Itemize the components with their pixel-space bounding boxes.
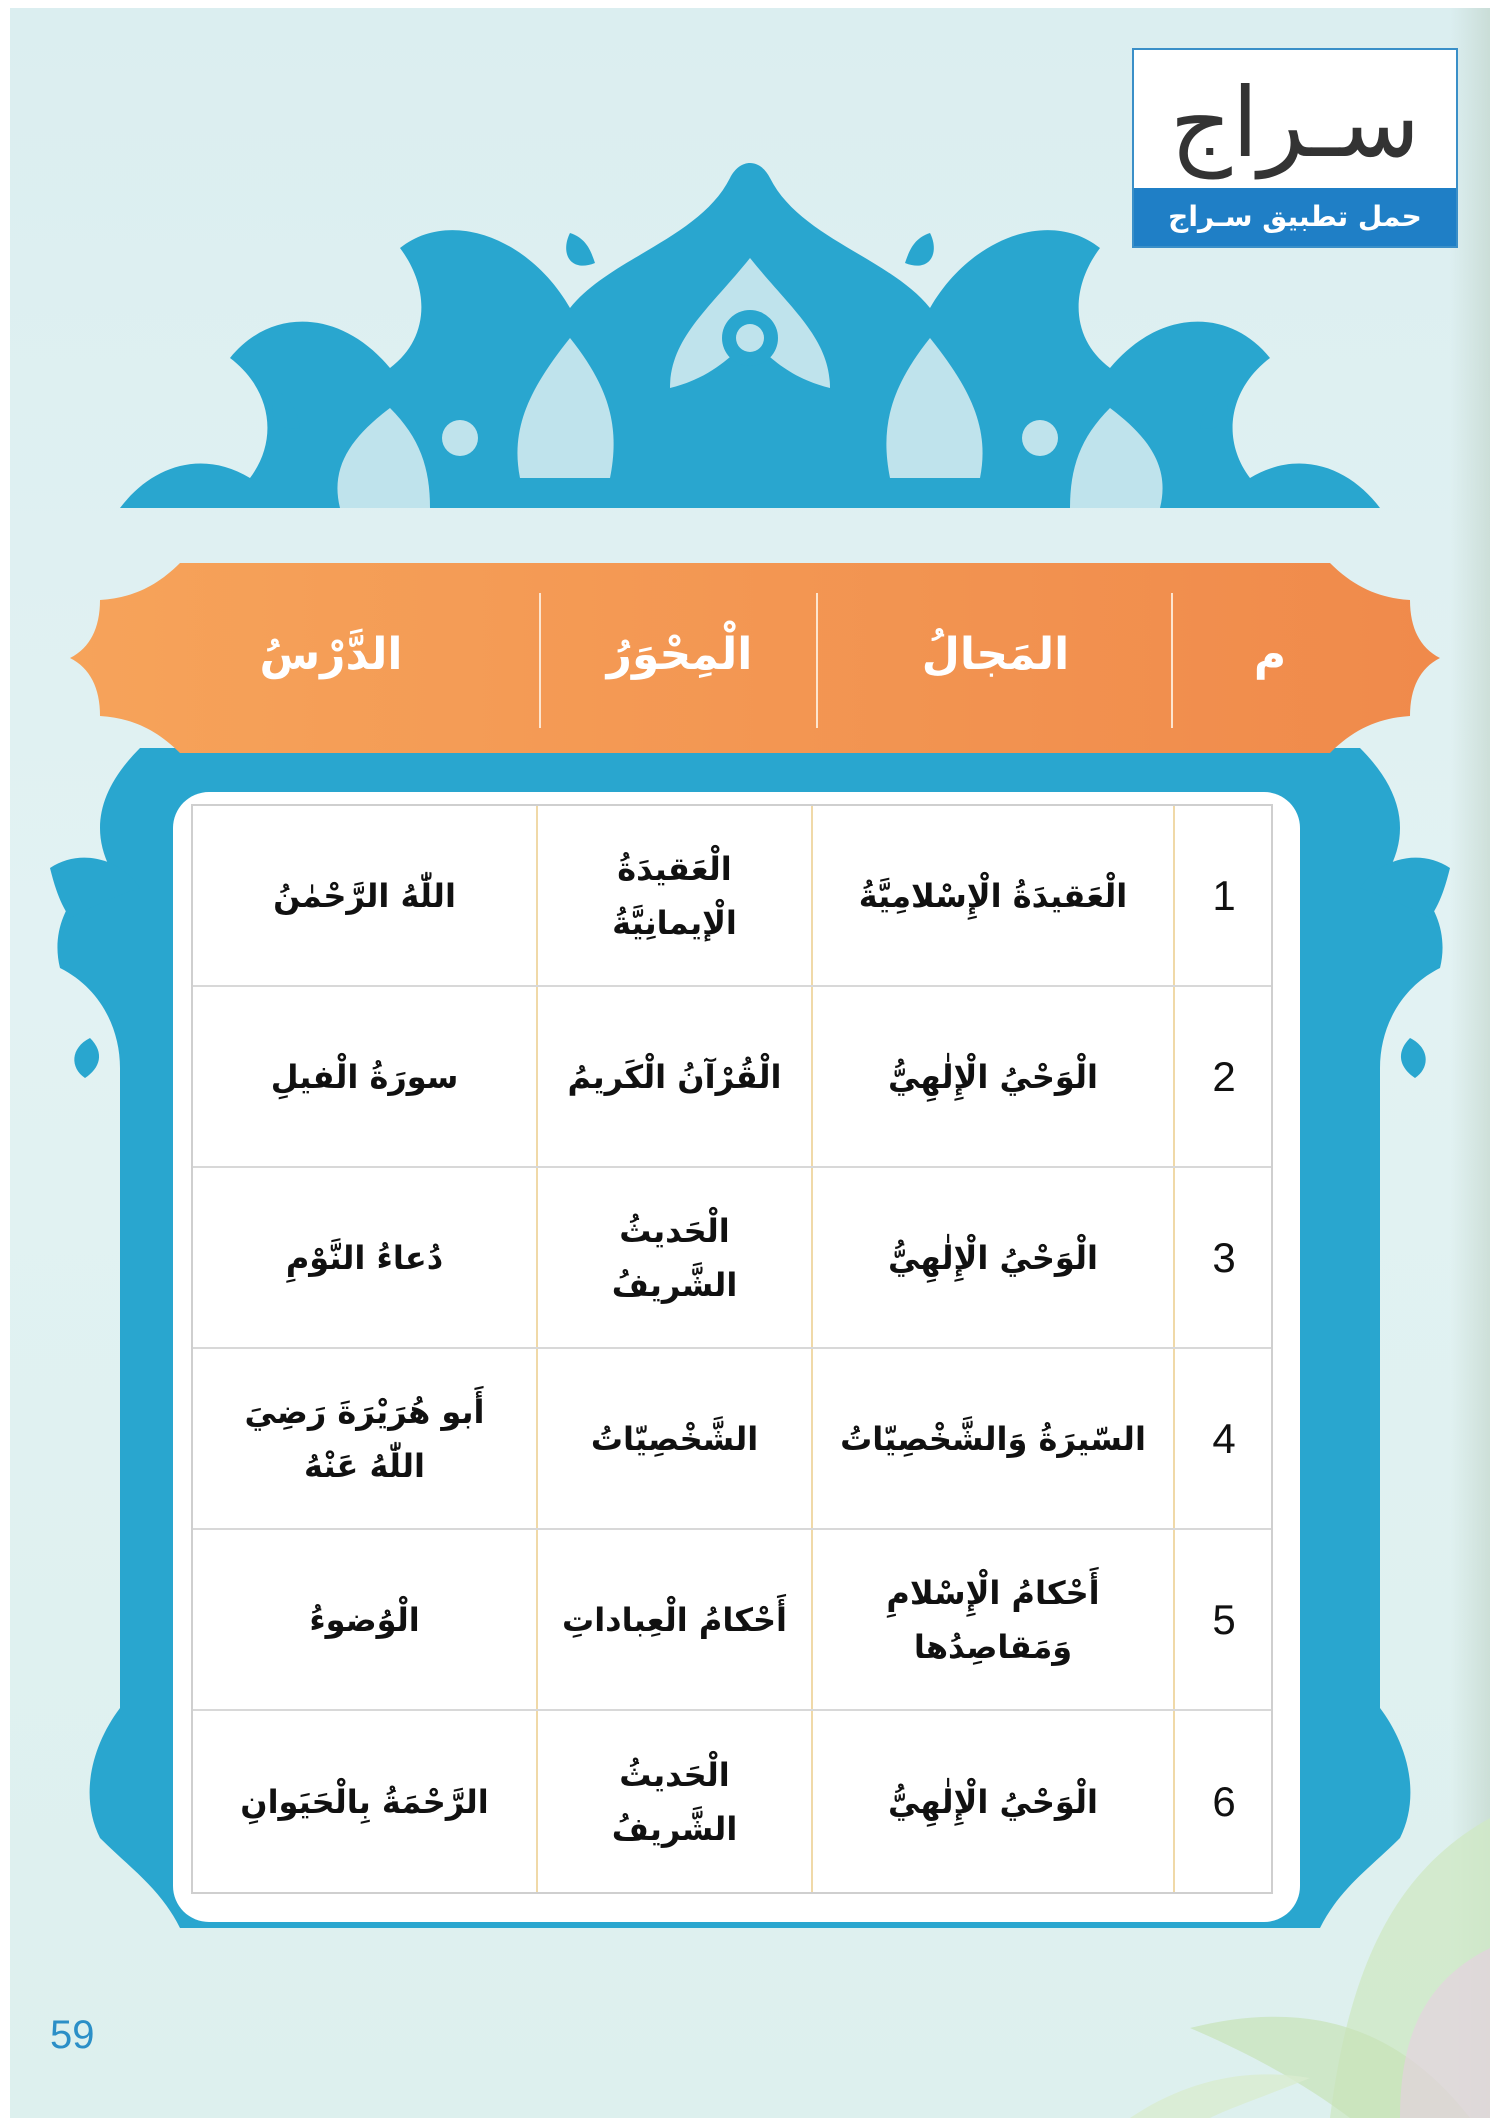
logo-word: سـراج	[1169, 67, 1421, 179]
textbook-page	[10, 8, 1490, 2118]
header-number: م	[1253, 629, 1287, 680]
row-number: 1	[1212, 871, 1236, 919]
row-lesson: أَبو هُرَيْرَةَ رَضِيَ اللّٰهُ عَنْهُ	[244, 1392, 485, 1485]
row-lesson: اللّٰهُ الرَّحْمٰنُ	[273, 876, 456, 915]
row-domain: السّيرَةُ وَالشَّخْصِيّاتُ	[840, 1419, 1146, 1458]
row-domain: الْوَحْيُ الْإِلٰهِيُّ	[888, 1057, 1098, 1096]
table-row	[193, 806, 1271, 987]
row-domain: أَحْكامُ الْإِسْلامِ وَمَقاصِدُها	[886, 1573, 1100, 1666]
row-number: 2	[1212, 1052, 1236, 1100]
row-lesson: الْوُضوءُ	[309, 1600, 420, 1639]
table-header	[122, 552, 1372, 758]
table-row	[193, 1711, 1271, 1892]
table-row	[193, 1168, 1271, 1349]
siraj-app-logo[interactable]	[1132, 48, 1458, 248]
row-axis: الْحَديثُ الشَّريفُ	[611, 1755, 738, 1848]
row-lesson: سورَةُ الْفيلِ	[270, 1057, 459, 1096]
row-axis: الْقُرْآنُ الْكَريمُ	[567, 1057, 782, 1096]
row-axis: الْحَديثُ الشَّريفُ	[611, 1211, 738, 1304]
row-domain: الْوَحْيُ الْإِلٰهِيُّ	[888, 1782, 1098, 1821]
row-axis: الشَّخْصِيّاتُ	[590, 1419, 759, 1458]
table-row	[193, 987, 1271, 1168]
row-number: 6	[1212, 1777, 1236, 1825]
row-number: 5	[1212, 1595, 1236, 1643]
page-number: 59	[50, 2013, 95, 2057]
row-domain: الْوَحْيُ الْإِلٰهِيُّ	[888, 1238, 1098, 1277]
row-lesson: دُعاءُ النَّوْمِ	[285, 1238, 444, 1277]
row-lesson: الرَّحْمَةُ بِالْحَيَوانِ	[240, 1782, 489, 1821]
lessons-table	[173, 792, 1300, 1922]
logo-tagline: حمل تطبيق سـراج	[1134, 188, 1456, 246]
table-grid	[191, 804, 1273, 1894]
table-row	[193, 1530, 1271, 1711]
row-number: 4	[1212, 1414, 1236, 1462]
header-lesson: الدَّرْسُ	[259, 629, 403, 680]
row-number: 3	[1212, 1233, 1236, 1281]
table-row	[193, 1349, 1271, 1530]
row-axis: أَحْكامُ الْعِباداتِ	[562, 1600, 787, 1639]
header-domain: المَجالُ	[921, 629, 1070, 680]
row-axis: الْعَقيدَةُ الْإيمانِيَّةُ	[612, 849, 737, 942]
header-axis: الْمِحْوَرُ	[606, 629, 753, 680]
row-domain: الْعَقيدَةُ الْإِسْلامِيَّةُ	[858, 876, 1128, 915]
